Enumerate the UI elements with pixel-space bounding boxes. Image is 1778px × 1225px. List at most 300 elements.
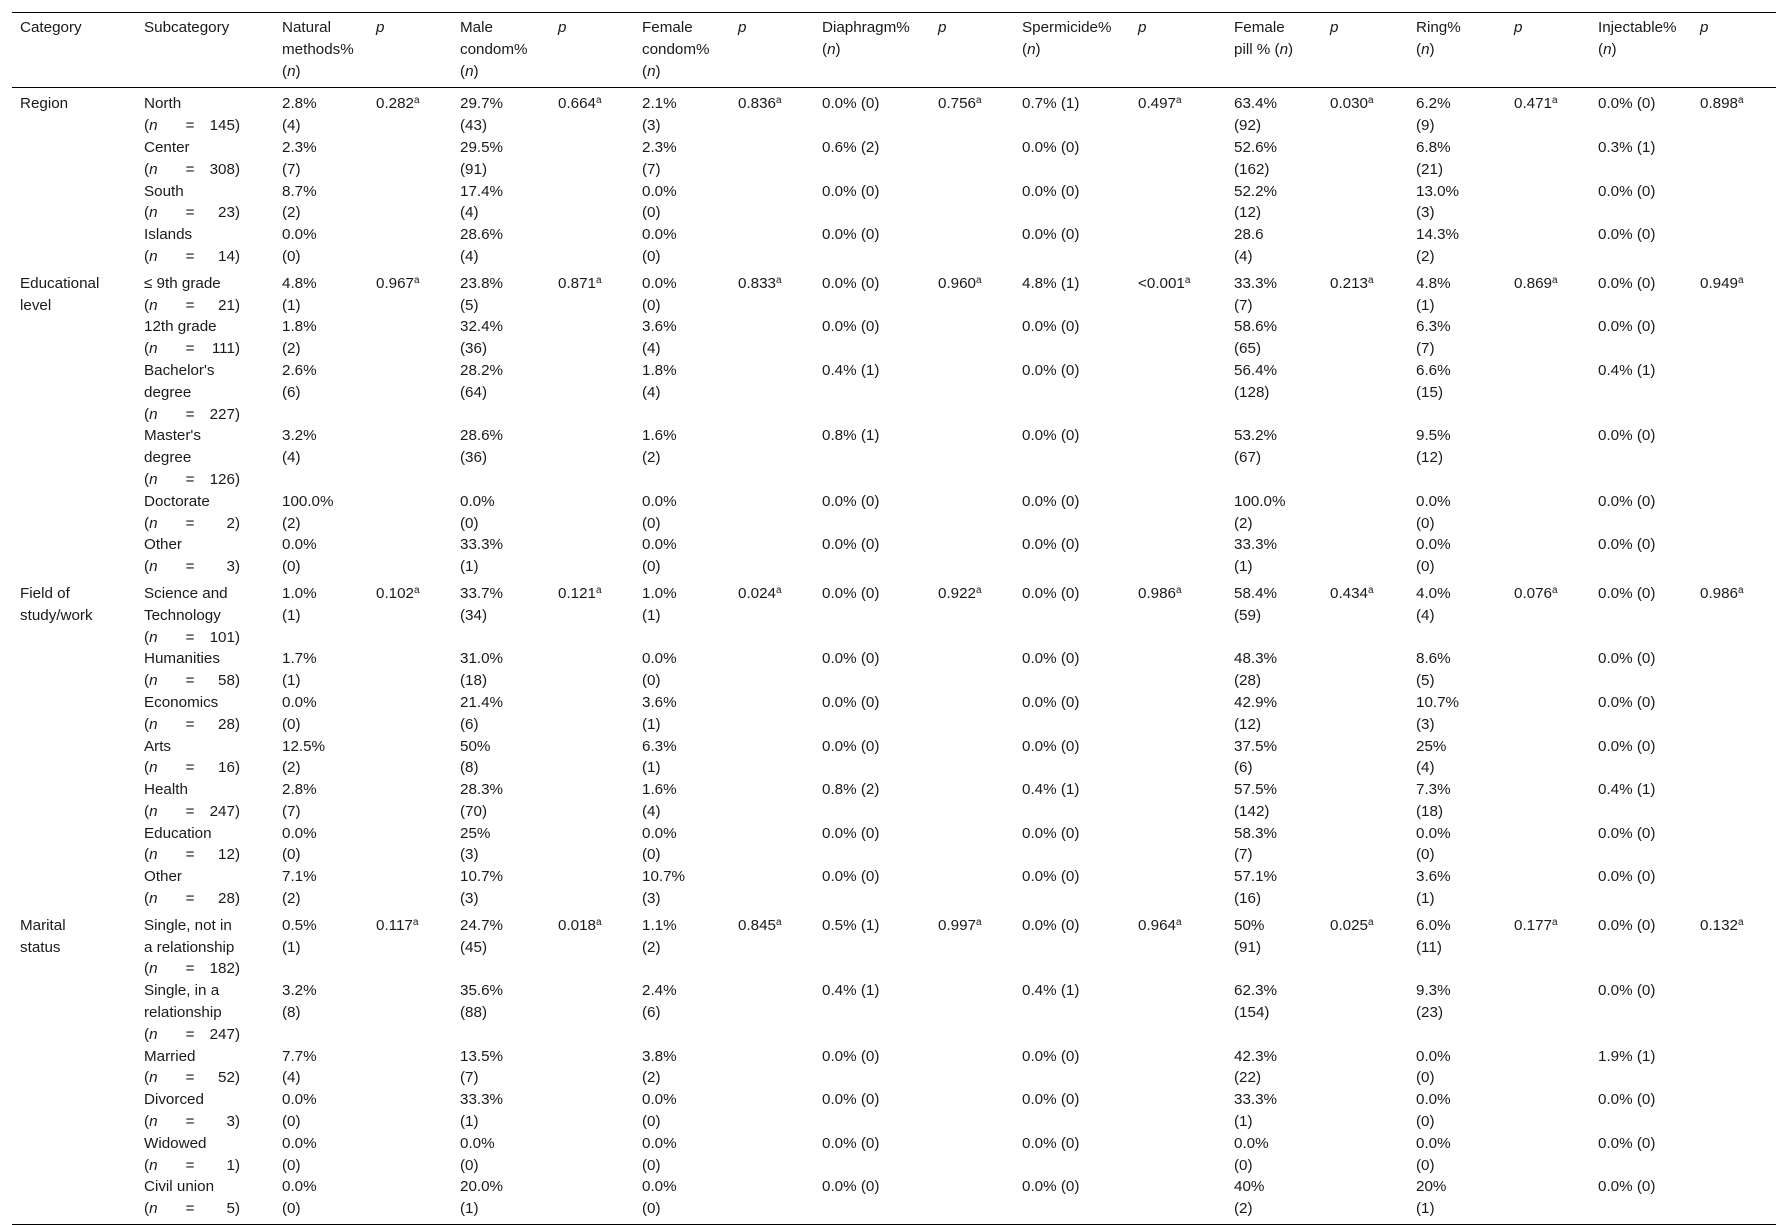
- cell-line: 0.0% (0): [1598, 693, 1656, 711]
- p-value: 0.898: [1700, 95, 1739, 113]
- p-value-cell: [1130, 1046, 1226, 1090]
- p-value-cell: [550, 88, 634, 137]
- cell-line: 0.0%: [642, 182, 677, 200]
- p-value-cell: [1130, 268, 1226, 317]
- equals-sign: =: [185, 340, 195, 358]
- p-value-cell: [1506, 736, 1590, 780]
- cell-line: 28.3%: [460, 781, 504, 799]
- cell-line: 1.0%: [642, 584, 677, 602]
- superscript-a: a: [412, 916, 419, 928]
- value-cell: [1590, 181, 1692, 225]
- cell-line: 0.0% (0): [1022, 226, 1080, 244]
- value-cell: [274, 736, 368, 780]
- cell-line: (2): [642, 449, 661, 467]
- value-cell: [1014, 88, 1130, 137]
- value-cell: [634, 1089, 730, 1133]
- cell-line: (0): [642, 1113, 661, 1131]
- n-symbol: n: [149, 672, 158, 690]
- p-value-cell: [1506, 980, 1590, 1045]
- equals-sign: =: [185, 715, 195, 733]
- cell-line: 0.8% (2): [822, 781, 880, 799]
- sample-size: [144, 801, 240, 823]
- value-cell: [634, 425, 730, 490]
- column-header-natural-methods: [274, 13, 368, 88]
- value-cell: [1226, 866, 1322, 910]
- p-value: 0.434: [1330, 584, 1369, 602]
- value-cell: [452, 692, 550, 736]
- cell-line: 0.0%: [1416, 1091, 1451, 1109]
- cell-line: 58.6%: [1234, 318, 1278, 336]
- cell-line: 4.8%: [282, 274, 317, 292]
- p-value-cell: [930, 268, 1014, 317]
- cell-line: (70): [460, 802, 488, 820]
- sample-size: [144, 246, 240, 268]
- p-value-cell: [1506, 181, 1590, 225]
- cell-line: (0): [642, 296, 661, 314]
- cell-line: Widowed: [144, 1134, 207, 1152]
- p-value-cell: [730, 1133, 814, 1177]
- cell-line: 0.0% (0): [822, 584, 880, 602]
- cell-line: (2): [642, 938, 661, 956]
- cell-line: 0.4% (1): [1022, 781, 1080, 799]
- column-header-injectable-p: [1692, 13, 1776, 88]
- category-cell: [12, 736, 136, 780]
- value-cell: [814, 779, 930, 823]
- p-value-cell: [1130, 736, 1226, 780]
- p-value-cell: [1692, 425, 1776, 490]
- close-paren: ): [234, 296, 240, 314]
- p-value: 0.836: [738, 95, 777, 113]
- value-cell: [1014, 224, 1130, 268]
- n-symbol: n: [149, 160, 158, 178]
- cell-line: 35.6%: [460, 982, 504, 1000]
- p-value-cell: [368, 823, 452, 867]
- value-cell: [1408, 823, 1506, 867]
- column-header-line: p: [376, 19, 385, 36]
- value-cell: [1014, 360, 1130, 425]
- cell-line: 0.0% (0): [1598, 868, 1656, 886]
- cell-line: 2.3%: [642, 138, 677, 156]
- cell-line: (59): [1234, 606, 1262, 624]
- column-header-subcategory: [136, 13, 274, 88]
- value-cell: [274, 866, 368, 910]
- superscript-a: a: [596, 584, 602, 596]
- p-value: 0.986: [1700, 584, 1739, 602]
- p-value: 0.833: [738, 274, 777, 292]
- cell-line: 0.0%: [282, 824, 317, 842]
- p-value-cell: [1130, 534, 1226, 578]
- category-cell: [12, 1089, 136, 1133]
- value-cell: [1590, 1046, 1692, 1090]
- value-cell: [452, 425, 550, 490]
- cell-line: (43): [460, 117, 488, 135]
- cell-line: (0): [282, 558, 301, 576]
- p-value-cell: [1692, 779, 1776, 823]
- value-cell: [1014, 425, 1130, 490]
- cell-line: ≤ 9th grade: [144, 274, 221, 292]
- p-value-cell: [368, 360, 452, 425]
- open-paren: (: [144, 470, 150, 488]
- value-cell: [1014, 1046, 1130, 1090]
- column-header-line: (n): [282, 62, 301, 80]
- cell-line: 0.0%: [642, 824, 677, 842]
- cell-line: (67): [1234, 449, 1262, 467]
- equals-sign: =: [185, 247, 195, 265]
- open-paren: (: [144, 628, 150, 646]
- sample-size: [144, 115, 240, 137]
- cell-line: 0.0%: [642, 274, 677, 292]
- cell-line: 0.0% (0): [1022, 916, 1080, 934]
- cell-line: 0.0%: [642, 1134, 677, 1152]
- cell-line: (8): [282, 1004, 301, 1022]
- value-cell: [1590, 1133, 1692, 1177]
- p-value-cell: [730, 425, 814, 490]
- subcategory-cell: [136, 534, 274, 578]
- value-cell: [1408, 1176, 1506, 1224]
- cell-line: (22): [1234, 1069, 1262, 1087]
- cell-line: 33.3%: [1234, 1091, 1278, 1109]
- p-value-cell: [1506, 534, 1590, 578]
- cell-line: 3.6%: [1416, 868, 1451, 886]
- column-header-line: Natural: [282, 19, 331, 36]
- p-value-cell: [550, 425, 634, 490]
- cell-line: 0.0% (0): [822, 226, 880, 244]
- n-symbol: n: [149, 405, 158, 423]
- column-header-line: (n): [1598, 40, 1617, 58]
- category-cell: [12, 823, 136, 867]
- value-cell: [814, 181, 930, 225]
- p-value-cell: [368, 1046, 452, 1090]
- p-value: 0.213: [1330, 274, 1369, 292]
- category-cell: [12, 578, 136, 648]
- superscript-a: a: [1738, 274, 1744, 286]
- column-header-line: Diaphragm%: [822, 19, 910, 36]
- p-value-cell: [930, 692, 1014, 736]
- value-cell: [1408, 866, 1506, 910]
- p-value-cell: [930, 181, 1014, 225]
- cell-line: (4): [460, 247, 479, 265]
- cell-line: 29.5%: [460, 138, 504, 156]
- p-value-cell: [930, 88, 1014, 137]
- close-paren: ): [234, 247, 240, 265]
- cell-line: (1): [1234, 558, 1253, 576]
- p-value: 0.949: [1700, 274, 1739, 292]
- subcategory-cell: [136, 648, 274, 692]
- superscript-a: a: [1552, 916, 1558, 928]
- close-paren: ): [234, 1156, 240, 1174]
- value-cell: [634, 137, 730, 181]
- p-value-cell: [550, 1133, 634, 1177]
- open-paren: (: [144, 204, 150, 222]
- cell-line: (0): [642, 846, 661, 864]
- close-paren: ): [234, 470, 240, 488]
- value-cell: [274, 1089, 368, 1133]
- n-value: 247: [209, 802, 235, 820]
- value-cell: [1590, 823, 1692, 867]
- close-paren: ): [234, 340, 240, 358]
- p-value-cell: [730, 316, 814, 360]
- cell-line: (12): [1416, 449, 1444, 467]
- value-cell: [1408, 578, 1506, 648]
- p-value-cell: [1130, 823, 1226, 867]
- cell-line: (0): [642, 1156, 661, 1174]
- cell-line: 0.0%: [1416, 1047, 1451, 1065]
- p-value-cell: [368, 181, 452, 225]
- cell-line: 0.0% (0): [1598, 1178, 1656, 1196]
- close-paren: ): [234, 204, 240, 222]
- p-value-cell: [550, 1176, 634, 1224]
- p-value-cell: [930, 360, 1014, 425]
- value-cell: [1014, 736, 1130, 780]
- p-value-cell: [1130, 88, 1226, 137]
- cell-line: Humanities: [144, 650, 220, 668]
- value-cell: [814, 736, 930, 780]
- p-value-cell: [1322, 88, 1408, 137]
- value-cell: [634, 910, 730, 980]
- cell-line: (0): [1416, 1113, 1435, 1131]
- value-cell: [1590, 736, 1692, 780]
- n-symbol: n: [149, 802, 158, 820]
- table-row: [12, 360, 1776, 425]
- table-row: [12, 1046, 1776, 1090]
- cell-line: Single, not in: [144, 916, 232, 934]
- cell-line: 0.0% (0): [1022, 737, 1080, 755]
- p-value-cell: [1322, 181, 1408, 225]
- superscript-a: a: [596, 916, 602, 928]
- column-header-line: condom%: [460, 40, 528, 58]
- cell-line: (36): [460, 449, 488, 467]
- p-value-cell: [1130, 1176, 1226, 1224]
- p-value-cell: [1130, 360, 1226, 425]
- sample-size: [144, 513, 240, 535]
- p-value-cell: [730, 181, 814, 225]
- value-cell: [452, 866, 550, 910]
- column-header-male-condom-p: [550, 13, 634, 88]
- close-paren: ): [234, 160, 240, 178]
- equals-sign: =: [185, 514, 195, 532]
- equals-sign: =: [185, 470, 195, 488]
- p-value-cell: [930, 578, 1014, 648]
- superscript-a: a: [1368, 584, 1374, 596]
- close-paren: ): [234, 628, 240, 646]
- p-value: 0.132: [1700, 916, 1739, 934]
- open-paren: (: [144, 1200, 150, 1218]
- cell-line: (0): [1416, 558, 1435, 576]
- cell-line: 3.8%: [642, 1047, 677, 1065]
- equals-sign: =: [185, 1113, 195, 1131]
- superscript-a: a: [976, 274, 982, 286]
- value-cell: [814, 1133, 930, 1177]
- cell-line: 0.4% (1): [822, 982, 880, 1000]
- value-cell: [814, 316, 930, 360]
- cell-line: status: [20, 938, 61, 956]
- p-value: 0.986: [1138, 584, 1177, 602]
- cell-line: (4): [282, 117, 301, 135]
- cell-line: 0.0% (0): [1598, 737, 1656, 755]
- column-header-diaphragm: [814, 13, 930, 88]
- value-cell: [814, 88, 930, 137]
- p-value-cell: [930, 491, 1014, 535]
- cell-line: 13.5%: [460, 1047, 504, 1065]
- p-value-cell: [368, 137, 452, 181]
- p-value-cell: [1322, 866, 1408, 910]
- cell-line: 3.2%: [282, 427, 317, 445]
- p-value: 0.030: [1330, 95, 1369, 113]
- column-header-line: (n): [822, 40, 841, 58]
- p-value-cell: [550, 316, 634, 360]
- value-cell: [1408, 137, 1506, 181]
- value-cell: [634, 980, 730, 1045]
- cell-line: 0.0% (0): [822, 868, 880, 886]
- cell-line: 0.0%: [1416, 492, 1451, 510]
- value-cell: [452, 578, 550, 648]
- cell-line: 0.0% (0): [1022, 318, 1080, 336]
- cell-line: 12th grade: [144, 318, 217, 336]
- column-header-natural-methods-p: [368, 13, 452, 88]
- close-paren: ): [234, 890, 240, 908]
- cell-line: 0.0% (0): [822, 318, 880, 336]
- cell-line: (88): [460, 1004, 488, 1022]
- cell-line: (2): [282, 204, 301, 222]
- p-value-cell: [730, 578, 814, 648]
- category-cell: [12, 316, 136, 360]
- cell-line: 10.7%: [642, 868, 686, 886]
- p-value-cell: [730, 692, 814, 736]
- value-cell: [1014, 578, 1130, 648]
- cell-line: 10.7%: [460, 868, 504, 886]
- cell-line: 0.0% (0): [1022, 824, 1080, 842]
- p-value-cell: [550, 491, 634, 535]
- cell-line: 0.0%: [1416, 1134, 1451, 1152]
- p-value: 0.018: [558, 916, 597, 934]
- cell-line: 1.6%: [642, 781, 677, 799]
- cell-line: 40%: [1234, 1178, 1265, 1196]
- cell-line: (2): [282, 759, 301, 777]
- cell-line: (12): [1234, 204, 1262, 222]
- sample-size: [144, 1155, 240, 1177]
- cell-line: 0.5%: [282, 916, 317, 934]
- sample-size: [144, 888, 240, 910]
- p-value-cell: [730, 360, 814, 425]
- cell-line: (1): [460, 1200, 479, 1218]
- cell-line: 0.0% (0): [1598, 824, 1656, 842]
- p-value-cell: [930, 224, 1014, 268]
- value-cell: [634, 224, 730, 268]
- cell-line: 0.0% (0): [822, 182, 880, 200]
- cell-line: 0.0% (0): [1598, 182, 1656, 200]
- open-paren: (: [144, 759, 150, 777]
- sample-size: [144, 202, 240, 224]
- cell-line: 33.3%: [460, 536, 504, 554]
- cell-line: 9.5%: [1416, 427, 1451, 445]
- p-value-cell: [1506, 1176, 1590, 1224]
- cell-line: 20.0%: [460, 1178, 504, 1196]
- cell-line: (8): [460, 759, 479, 777]
- cell-line: (128): [1234, 383, 1270, 401]
- open-paren: (: [144, 296, 150, 314]
- cell-line: (7): [282, 160, 301, 178]
- cell-line: 56.4%: [1234, 361, 1278, 379]
- cell-line: (7): [460, 1069, 479, 1087]
- n-value: 3: [226, 558, 235, 576]
- superscript-a: a: [1552, 274, 1558, 286]
- open-paren: (: [144, 160, 150, 178]
- category-cell: [12, 268, 136, 317]
- table-row: [12, 692, 1776, 736]
- cell-line: 7.7%: [282, 1047, 317, 1065]
- n-symbol: n: [149, 1113, 158, 1131]
- cell-line: 23.8%: [460, 274, 504, 292]
- column-header-line: p: [1700, 19, 1709, 36]
- p-value-cell: [1692, 648, 1776, 692]
- cell-line: (1): [642, 759, 661, 777]
- value-cell: [1408, 910, 1506, 980]
- cell-line: (64): [460, 383, 488, 401]
- p-value-cell: [930, 1089, 1014, 1133]
- p-value-cell: [1322, 316, 1408, 360]
- p-value-cell: [1506, 648, 1590, 692]
- superscript-a: a: [1368, 95, 1374, 107]
- subcategory-cell: [136, 316, 274, 360]
- value-cell: [814, 648, 930, 692]
- column-header-injectable: [1590, 13, 1692, 88]
- value-cell: [814, 823, 930, 867]
- value-cell: [1590, 866, 1692, 910]
- column-header-diaphragm-p: [930, 13, 1014, 88]
- n-value: 2: [226, 514, 235, 532]
- p-value-cell: [550, 224, 634, 268]
- column-header-female-condom-p: [730, 13, 814, 88]
- p-value-cell: [1692, 578, 1776, 648]
- table-row: [12, 736, 1776, 780]
- cell-line: Bachelor's: [144, 361, 215, 379]
- equals-sign: =: [185, 672, 195, 690]
- cell-line: 0.0% (0): [1598, 1134, 1656, 1152]
- p-value-cell: [930, 137, 1014, 181]
- open-paren: (: [144, 1025, 150, 1043]
- cell-line: 0.0% (0): [1598, 318, 1656, 336]
- close-paren: ): [234, 1025, 240, 1043]
- cell-line: (1): [282, 938, 301, 956]
- cell-line: 42.3%: [1234, 1047, 1278, 1065]
- p-value-cell: [1506, 866, 1590, 910]
- cell-line: 0.0% (0): [1598, 1091, 1656, 1109]
- value-cell: [1014, 910, 1130, 980]
- p-value-cell: [730, 736, 814, 780]
- category-cell: [12, 980, 136, 1045]
- n-value: 145: [209, 117, 235, 135]
- superscript-a: a: [1552, 584, 1558, 596]
- superscript-a: a: [776, 95, 782, 107]
- column-header-line: Female: [1234, 19, 1285, 36]
- value-cell: [1408, 1046, 1506, 1090]
- p-value-cell: [730, 534, 814, 578]
- cell-line: (3): [642, 890, 661, 908]
- close-paren: ): [234, 1200, 240, 1218]
- equals-sign: =: [185, 117, 195, 135]
- value-cell: [274, 534, 368, 578]
- value-cell: [1014, 181, 1130, 225]
- cell-line: 0.0% (0): [1598, 916, 1656, 934]
- cell-line: North: [144, 95, 182, 113]
- column-header-line: p: [1138, 19, 1147, 36]
- column-header-line: p: [938, 19, 947, 36]
- value-cell: [1408, 779, 1506, 823]
- equals-sign: =: [185, 160, 195, 178]
- table-row: [12, 1176, 1776, 1224]
- cell-line: (5): [1416, 672, 1435, 690]
- cell-line: Single, in a: [144, 982, 220, 1000]
